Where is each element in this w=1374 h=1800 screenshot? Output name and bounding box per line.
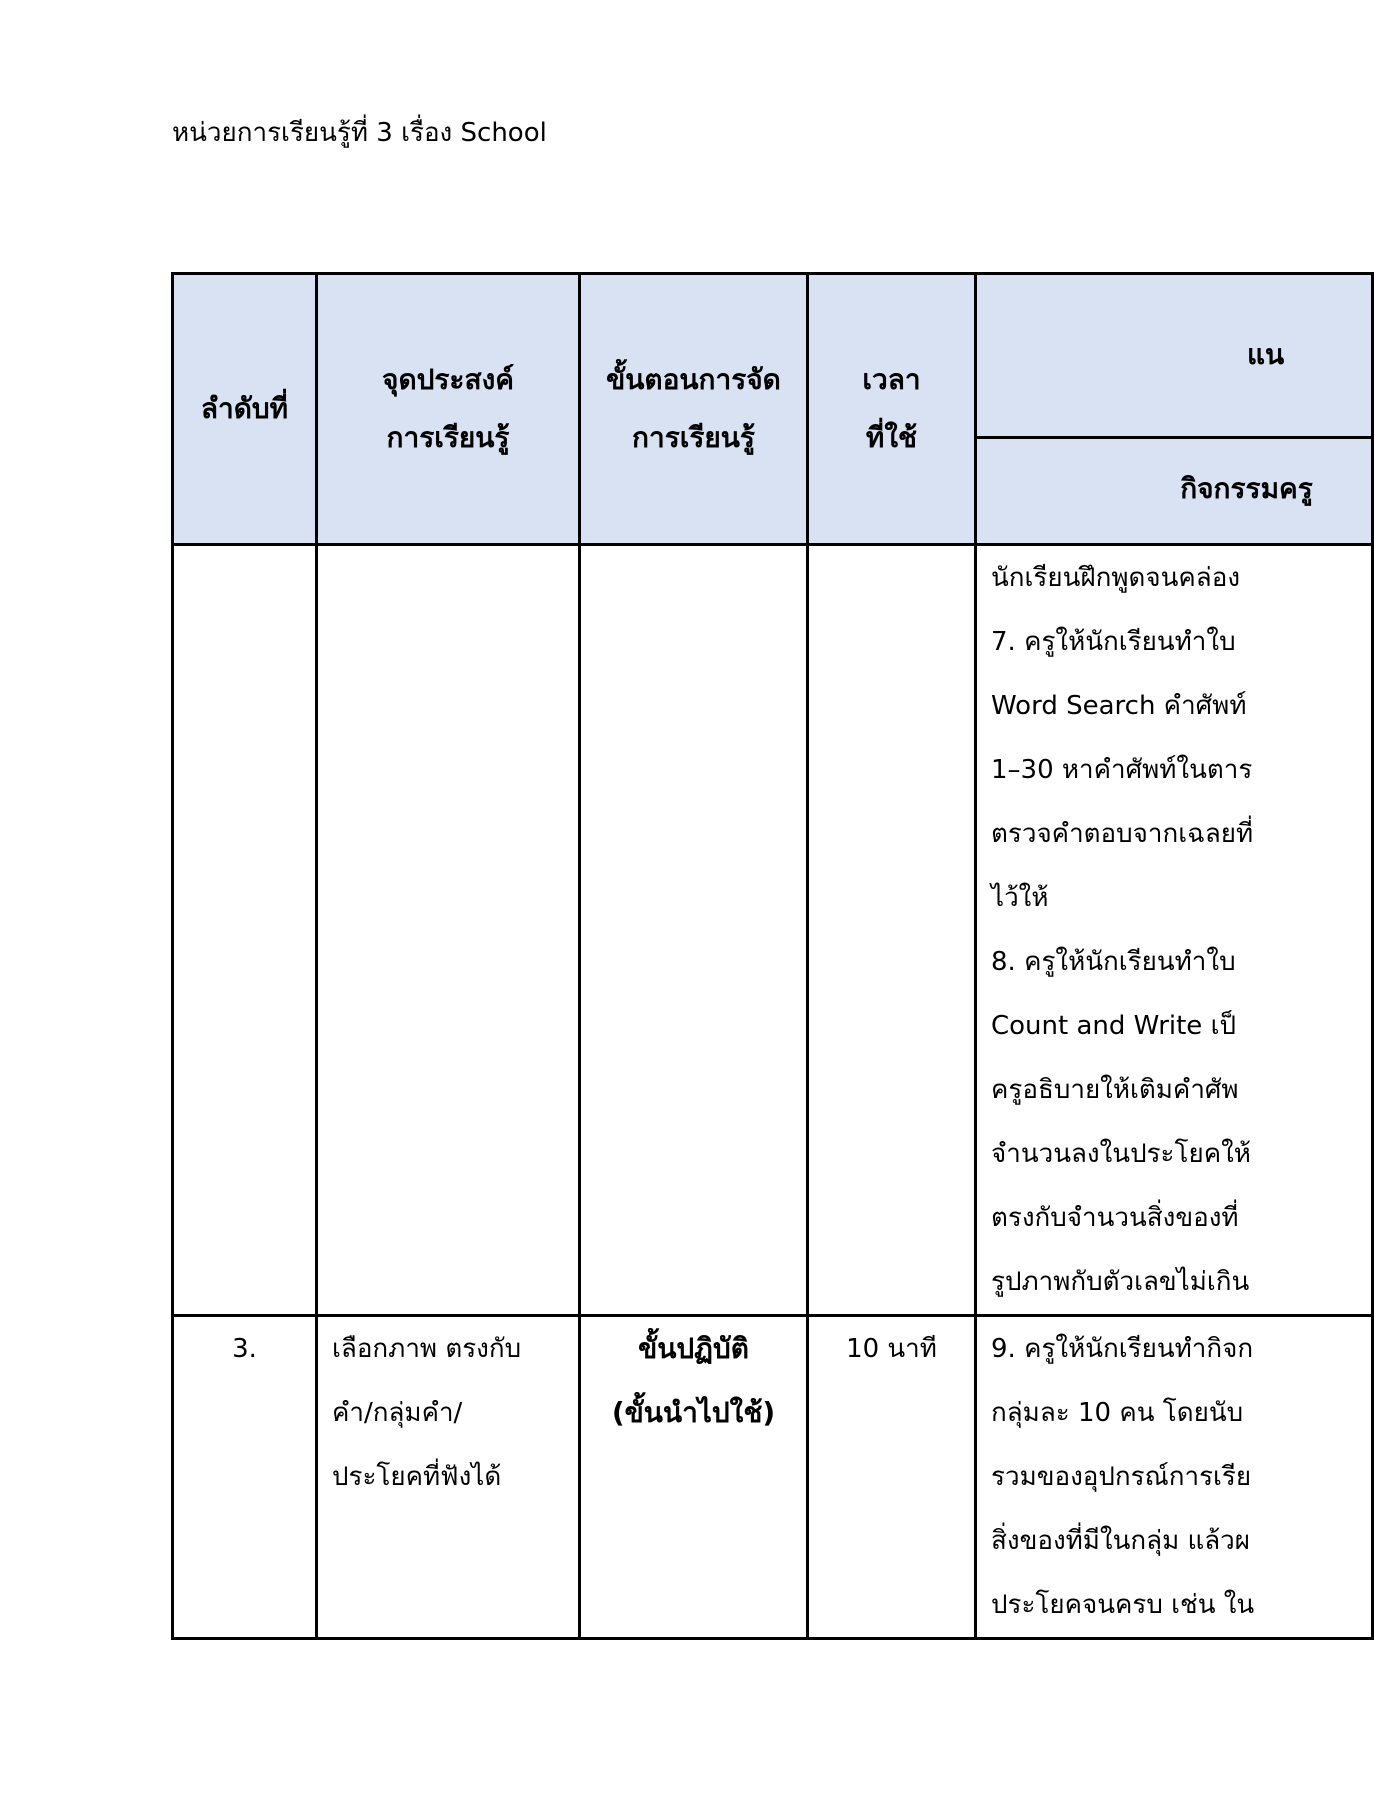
activity-line: ตรวจคำตอบจากเฉลยที่: [991, 819, 1254, 849]
cell-steps: [580, 1316, 808, 1639]
steps-line: ขั้นปฏิบัติ: [638, 1332, 749, 1365]
activity-line: 8. ครูให้นักเรียนทำใบ: [991, 947, 1236, 977]
activity-line: นักเรียนฝึกพูดจนคล่อง: [991, 563, 1241, 593]
activity-line: ไว้ให้: [991, 883, 1049, 913]
cell-objective-empty: [317, 545, 580, 1316]
table-row: [173, 1316, 1373, 1639]
header-activity-group-title: แน: [977, 275, 1371, 439]
activity-line: รูปภาพกับตัวเลขไม่เกิน: [991, 1267, 1250, 1297]
activity-line: Count and Write เป็: [991, 1011, 1236, 1041]
header-teacher-activity: กิจกรรมครู: [1180, 472, 1313, 505]
cell-objective: [317, 1316, 580, 1639]
cell-order-empty: [173, 545, 317, 1316]
lesson-plan-table: [171, 272, 1374, 1640]
header-order: ลำดับที่: [173, 274, 317, 545]
activity-line: 7. ครูให้นักเรียนทำใบ: [991, 627, 1236, 657]
header-objective: จุดประสงค์ การเรียนรู้: [317, 274, 580, 545]
steps-line: (ขั้นนำไปใช้): [611, 1396, 776, 1429]
activity-line: ครูอธิบายให้เติมคำศัพ: [991, 1075, 1239, 1105]
objective-line: คำ/กลุ่มคำ/: [332, 1398, 463, 1428]
header-time: เวลา ที่ใช้: [808, 274, 976, 545]
cell-teacher-activity: [976, 545, 1373, 1316]
activity-line: 9. ครูให้นักเรียนทำกิจก: [991, 1334, 1254, 1364]
activity-line: ตรงกับจำนวนสิ่งของที่: [991, 1203, 1239, 1233]
header-steps: ขั้นตอนการจัด การเรียนรู้: [580, 274, 808, 545]
objective-line: ประโยคที่ฟังได้: [332, 1462, 502, 1492]
table-header-row: [173, 274, 1373, 545]
table-row: [173, 545, 1373, 1316]
objective-line: เลือกภาพ ตรงกับ: [332, 1334, 522, 1364]
activity-line: 1–30 หาคำศัพท์ในตาร: [991, 755, 1253, 785]
cell-teacher-activity: [976, 1316, 1373, 1639]
header-activity-group: [976, 274, 1373, 545]
cell-time-empty: [808, 545, 976, 1316]
cell-order: 3.: [173, 1316, 317, 1639]
cell-time: 10 นาที: [808, 1316, 976, 1639]
unit-title: หน่วยการเรียนรู้ที่ 3 เรื่อง School: [172, 118, 547, 148]
activity-line: จำนวนลงในประโยคให้: [991, 1139, 1251, 1169]
cell-steps-empty: [580, 545, 808, 1316]
activity-line: รวมของอุปกรณ์การเรีย: [991, 1462, 1252, 1492]
activity-line: ประโยคจนครบ เช่น ใน: [991, 1590, 1255, 1620]
activity-line: Word Search คำศัพท์: [991, 691, 1247, 721]
activity-line: กลุ่มละ 10 คน โดยนับ: [991, 1398, 1244, 1428]
activity-line: สิ่งของที่มีในกลุ่ม แล้วผ: [991, 1526, 1250, 1556]
